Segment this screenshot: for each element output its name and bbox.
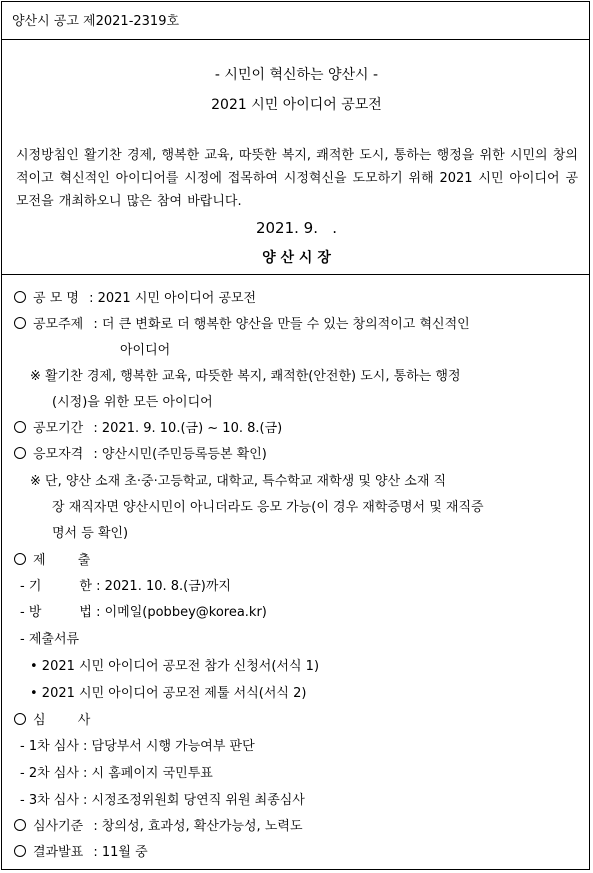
item-contest-name: 공 모 명 : 2021 시민 아이디어 공모전: [14, 287, 256, 306]
circle-bullet-icon: [14, 291, 26, 303]
item-label: 응모자격: [33, 447, 84, 462]
review-stage-3: - 3차 심사 : 시정조정위원회 당연직 위원 최종심사: [20, 793, 305, 808]
submission-method: [20, 601, 267, 620]
circle-bullet-icon: [14, 713, 26, 725]
field-label: 법 :: [79, 605, 101, 620]
item-value: 더 큰 변화로 더 행복한 양산을 만들 수 있는 창의적이고 혁신적인: [101, 317, 470, 332]
notice-number: 양산시 공고 제2021-2319호: [12, 14, 180, 29]
eligibility-note-continued: 명서 등 확인): [52, 526, 129, 541]
submission-doc-item: • 2021 시민 아이디어 공모전 제툴 서식(서식 2): [30, 686, 307, 701]
eligibility-note-continued: 장 재직자면 양산시민이 아니더라도 응모 가능(이 경우 재학증명서 및 재직증: [52, 500, 484, 515]
circle-bullet-icon: [14, 819, 26, 831]
field-value: 2021. 10. 8.(금)까지: [104, 579, 231, 594]
field-label: - 기: [20, 579, 42, 594]
item-label: 공모기간: [33, 421, 84, 436]
item-value: 창의성, 효과성, 확산가능성, 노력도: [101, 819, 303, 834]
item-label: 심사기준: [33, 819, 84, 834]
submission-docs-label: - 제출서류: [20, 632, 80, 647]
item-value: 양산시민(주민등록등본 확인): [101, 447, 267, 462]
divider: [1, 39, 590, 40]
item-label: 심 사: [33, 713, 105, 728]
item-theme: 공모주제 : 더 큰 변화로 더 행복한 양산을 만들 수 있는 창의적이고 혁신적인: [14, 313, 470, 332]
item-value: 11월 중: [101, 845, 148, 860]
item-criteria: 심사기준 : 창의성, 효과성, 확산가능성, 노력도: [14, 815, 303, 834]
item-label: 제 출: [33, 553, 105, 568]
review-stage-2: - 2차 심사 : 시 홈페이지 국민투표: [20, 766, 213, 781]
item-review: [14, 709, 104, 728]
review-stage-1: - 1차 심사 : 담당부서 시행 가능여부 판단: [20, 739, 255, 754]
signer: 양 산 시 장: [262, 250, 331, 266]
title-slogan: - 시민이 혁신하는 양산시 -: [214, 67, 379, 83]
theme-note: ※ 활기찬 경제, 행복한 교육, 따뜻한 복지, 쾌적한(안전한) 도시, 통하는 행정: [30, 369, 461, 384]
circle-bullet-icon: [14, 317, 26, 329]
item-eligibility: 응모자격 : 양산시민(주민등록등본 확인): [14, 443, 267, 462]
field-value: 이메일(pobbey@korea.kr): [104, 605, 267, 620]
item-value-continued: 아이디어: [120, 343, 171, 358]
item-label: 공 모 명: [33, 291, 79, 306]
circle-bullet-icon: [14, 421, 26, 433]
submission-deadline: [20, 575, 231, 594]
item-label: 공모주제: [33, 317, 84, 332]
item-announcement: 결과발표 : 11월 중: [14, 841, 148, 860]
item-period: 공모기간 : 2021. 9. 10.(금) ~ 10. 8.(금): [14, 417, 282, 436]
circle-bullet-icon: [14, 845, 26, 857]
item-submission: [14, 549, 104, 568]
item-value: 2021 시민 아이디어 공모전: [97, 291, 257, 306]
item-value: 2021. 9. 10.(금) ~ 10. 8.(금): [101, 421, 283, 436]
eligibility-note: ※ 단, 양산 소재 초·중·고등학교, 대학교, 특수학교 재학생 및 양산 소재 직: [30, 474, 447, 489]
intro-paragraph: 시정방침인 활기찬 경제, 행복한 교육, 따뜻한 복지, 쾌적한 도시, 통하는 행정을 위한 시민의 창의적이고 혁신적인 아이디어를 시정에 접목하여 시정혁신을 도모하기 위해 2021 시민 아이디어 공모전을 개최하오니 많은 참여 바랍니다.: [16, 148, 578, 209]
announcement-date: 2021. 9. .: [255, 219, 338, 237]
theme-note-continued: (시정)을 위한 모든 아이디어: [52, 395, 213, 410]
divider: [1, 274, 590, 275]
circle-bullet-icon: [14, 553, 26, 565]
item-label: 결과발표: [33, 845, 84, 860]
circle-bullet-icon: [14, 447, 26, 459]
title-main: 2021 시민 아이디어 공모전: [211, 97, 382, 113]
field-label: - 방: [20, 605, 42, 620]
submission-doc-item: • 2021 시민 아이디어 공모전 참가 신청서(서식 1): [30, 659, 320, 674]
field-label: 한 :: [79, 579, 101, 594]
